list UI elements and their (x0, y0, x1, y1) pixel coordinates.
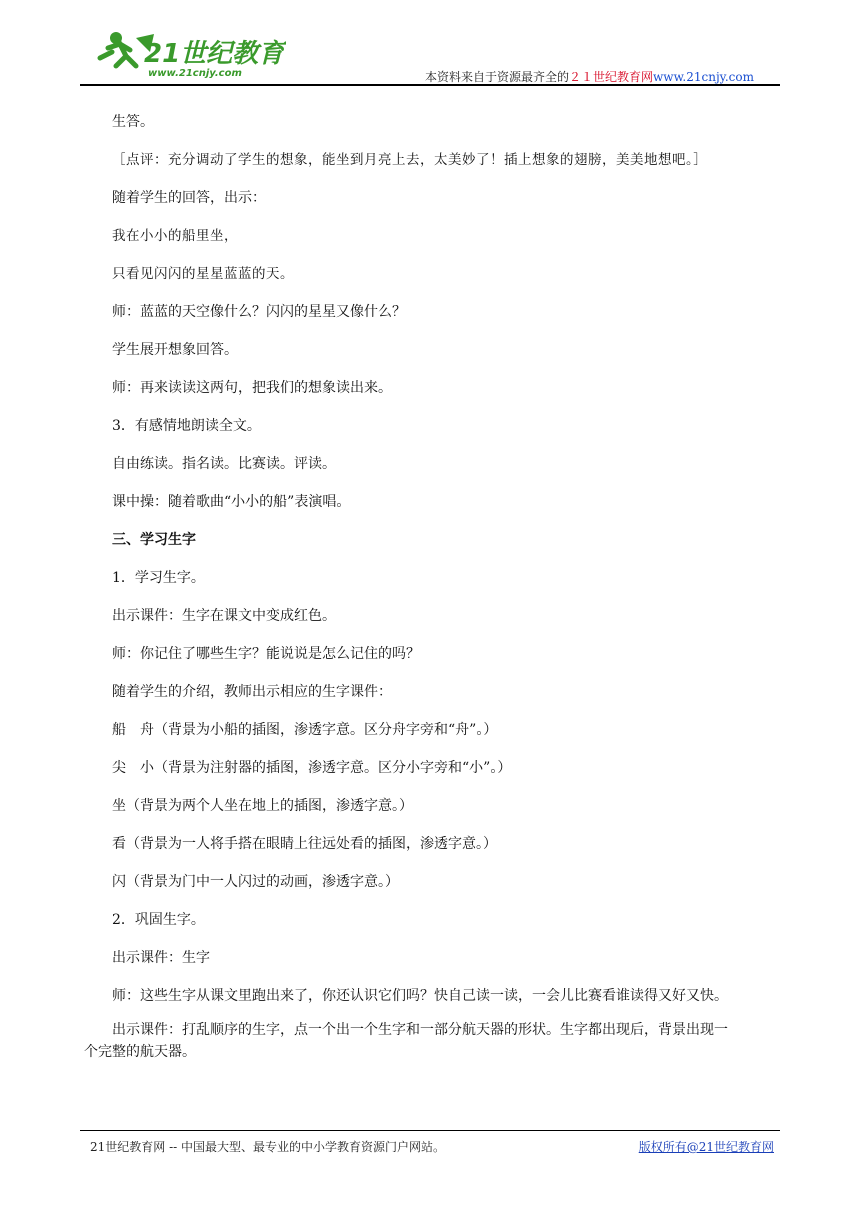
wrapped-paragraph (84, 1019, 782, 1063)
header-divider (80, 84, 780, 86)
wrapped-paragraph-line: 出示课件：打乱顺序的生字，点一个出一个生字和一部分航天器的形状。生字都出现后，背景出现一 (112, 1022, 728, 1038)
paragraph: 出示课件：生字在课文中变成红色。 (112, 608, 336, 624)
poem-line: 我在小小的船里坐， (112, 228, 238, 244)
character-item: 尖 小（背景为注射器的插图，渗透字意。区分小字旁和“小”。） (112, 760, 512, 776)
paragraph: 自由练读。指名读。比赛读。评读。 (112, 456, 336, 472)
wrapped-paragraph-line: 个完整的航天器。 (84, 1044, 196, 1060)
svg-text:21世纪教育: 21世纪教育 (144, 39, 285, 69)
numbered-step: 2．巩固生字。 (112, 912, 205, 928)
site-logo (86, 22, 286, 82)
paragraph: 学生展开想象回答。 (112, 342, 238, 358)
character-item: 闪（背景为门中一人闪过的动画，渗透字意。） (112, 874, 399, 890)
footer-divider (80, 1130, 780, 1131)
section-heading: 三、学习生字 (112, 532, 196, 548)
paragraph: 随着学生的回答，出示： (112, 190, 266, 206)
header-note-site: ２１世纪教育网 (569, 70, 654, 84)
document-body (84, 103, 782, 1063)
paragraph: 师：这些生字从课文里跑出来了，你还认识它们吗？快自己读一读，一会儿比赛看谁读得又好又快。 (112, 988, 728, 1004)
character-item: 看（背景为一人将手搭在眼睛上往远处看的插图，渗透字意。） (112, 836, 497, 852)
header-note-prefix: 本资料来自于资源最齐全的 (425, 70, 570, 84)
poem-line: 只看见闪闪的星星蓝蓝的天。 (112, 266, 294, 282)
comment-paragraph: ［点评：充分调动了学生的想象，能坐到月亮上去，太美妙了！插上想象的翅膀，美美地想吧。］ (112, 152, 708, 168)
svg-text:www.21cnjy.com: www.21cnjy.com (148, 68, 242, 79)
logo-runner-icon (86, 22, 286, 82)
footer-copyright-link[interactable]: 版权所有@21世纪教育网 (638, 1140, 774, 1154)
character-item: 坐（背景为两个人坐在地上的插图，渗透字意。） (112, 798, 413, 814)
numbered-step: 3．有感情地朗读全文。 (112, 418, 261, 434)
paragraph: 随着学生的介绍，教师出示相应的生字课件： (112, 684, 392, 700)
paragraph: 课中操：随着歌曲“小小的船”表演唱。 (112, 494, 351, 510)
paragraph: 出示课件：生字 (112, 950, 210, 966)
paragraph: 生答。 (112, 114, 154, 130)
header-note-url[interactable]: www.21cnjy.com (653, 70, 754, 84)
footer-site-description: 21世纪教育网 -- 中国最大型、最专业的中小学教育资源门户网站。 (90, 1140, 446, 1154)
paragraph: 师：蓝蓝的天空像什么？闪闪的星星又像什么？ (112, 304, 406, 320)
character-item: 船 舟（背景为小船的插图，渗透字意。区分舟字旁和“舟”。） (112, 722, 498, 738)
header-source-note (425, 68, 754, 85)
paragraph: 师：你记住了哪些生字？能说说是怎么记住的吗？ (112, 646, 420, 662)
paragraph: 师：再来读读这两句，把我们的想象读出来。 (112, 380, 392, 396)
numbered-step: 1．学习生字。 (112, 570, 205, 586)
